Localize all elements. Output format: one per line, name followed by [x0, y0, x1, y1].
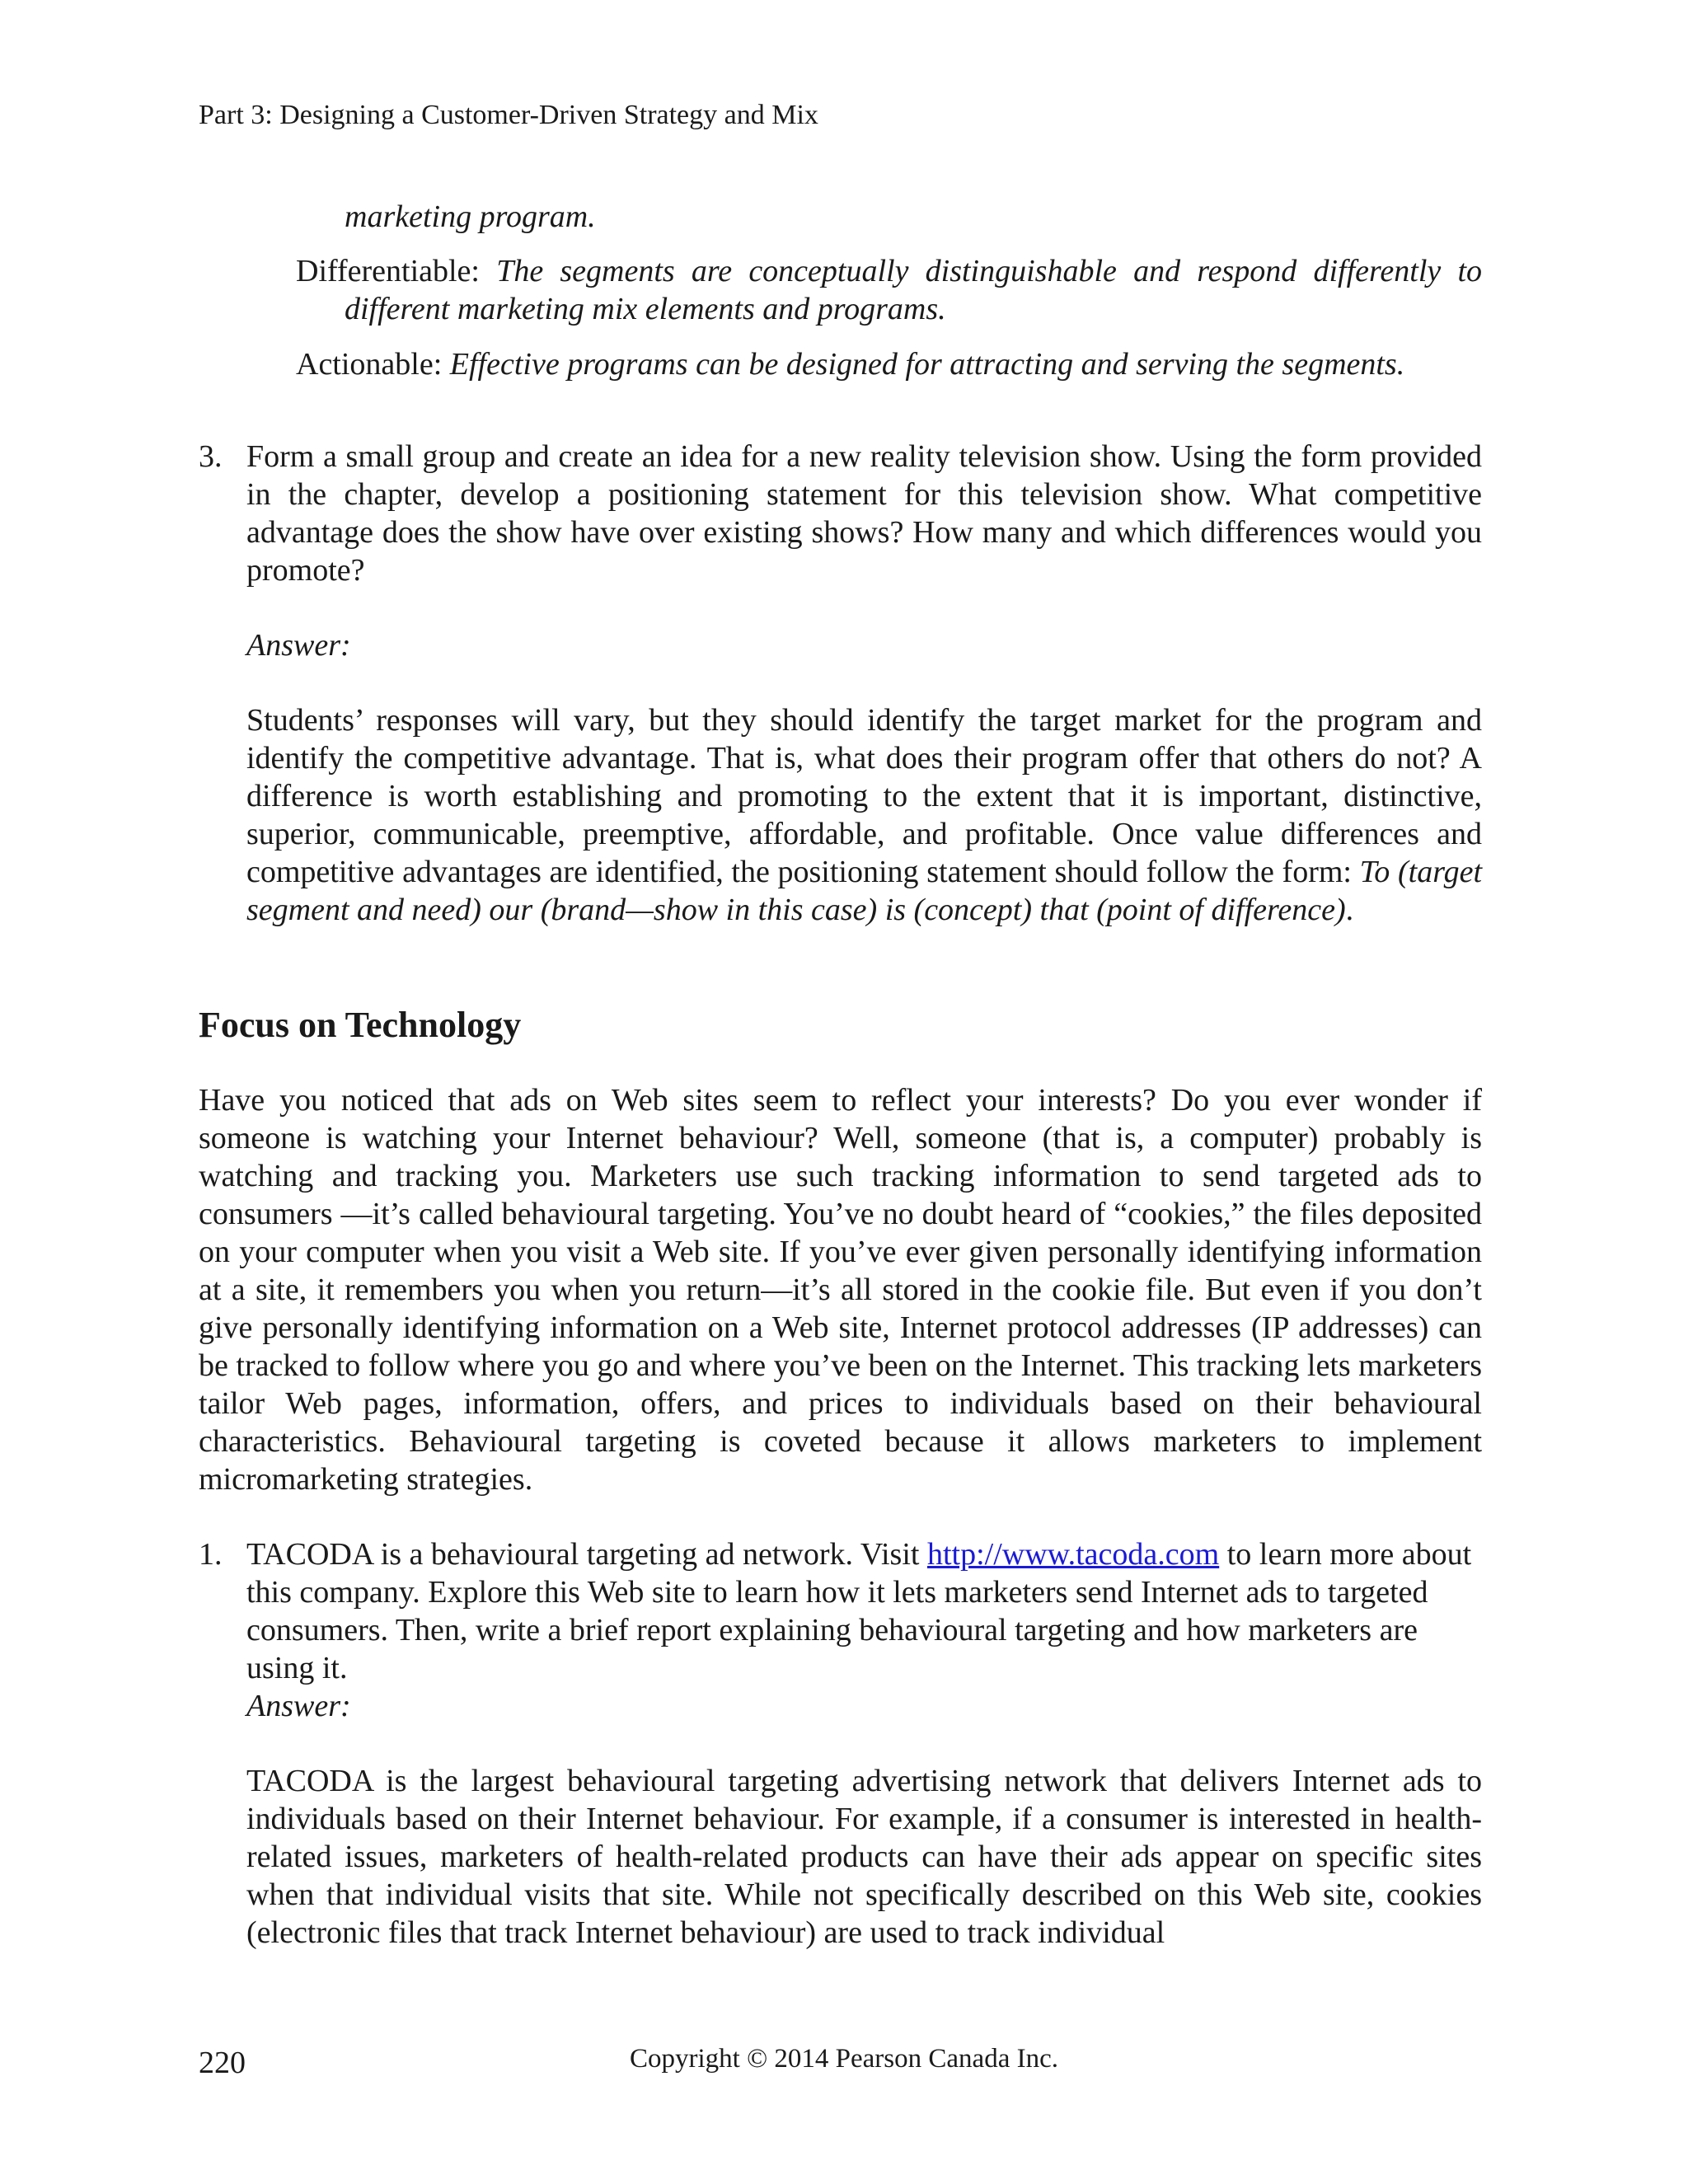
criterion-text: Effective programs can be designed for attracting and serving the segments.: [449, 347, 1405, 382]
question-number: 3.: [199, 439, 223, 474]
answer-label: Answer:: [246, 628, 351, 663]
section-heading: Focus on Technology: [199, 1005, 522, 1045]
tacoda-link[interactable]: http://www.tacoda.com: [926, 1537, 1220, 1572]
answer-end: .: [1345, 893, 1354, 927]
answer-label: Answer:: [246, 1689, 351, 1723]
criterion-differentiable: [296, 252, 1482, 328]
question-text: [246, 1535, 1482, 1687]
question-text-before: TACODA is a behavioural targeting ad network. Visit: [246, 1537, 927, 1572]
question-number: 1.: [199, 1537, 223, 1572]
answer-text: [246, 701, 1482, 929]
criterion-label: Differentiable:: [296, 254, 480, 288]
positioning-formula: To (target segment and need) our (brand—show in this case) is (concept) that (point of difference): [246, 855, 1482, 927]
answer-text: TACODA is the largest behavioural targeting advertising network that delivers Internet ads to individuals based on their Internet behaviour. For example, if a consumer is interested in health-related issues, marketers of health-related products can have their ads appear on specific sites when that individual visits that site. While not specifically described on this Web site, cookies (electronic files that track Internet behaviour) are used to track individual: [246, 1764, 1482, 1950]
criteria-continuation: marketing program.: [345, 199, 596, 234]
running-head: Part 3: Designing a Customer-Driven Strategy and Mix: [199, 100, 818, 130]
criterion-label: Actionable:: [296, 347, 443, 382]
question-text-after: to learn more about this company. Explore this Web site to learn how it lets marketers send Internet ads to targeted consumers. Then, write a brief report explaining behavioural targeting and how marketers are using it.: [246, 1537, 1472, 1685]
question-text: Form a small group and create an idea for a new reality television show. Using the form provided in the chapter, develop a positioning statement for this television show. What competitive advantage does the show have over existing shows? How many and which differences would you promote?: [246, 439, 1482, 588]
section-intro: Have you noticed that ads on Web sites seem to reflect your interests? Do you ever wonder if someone is watching your Internet behaviour? Well, someone (that is, a computer) probably is watching and tracking you. Marketers use such tracking information to send targeted ads to consumers —it’s called behavioural targeting. You’ve no doubt heard of “cookies,” the files deposited on your computer when you visit a Web site. If you’ve ever given personally identifying information at a site, it remembers you when you return—it’s all stored in the cookie file. But even if you don’t give personally identifying information on a Web site, Internet protocol addresses (IP addresses) can be tracked to follow where you go and where you’ve been on the Internet. This tracking lets marketers tailor Web pages, information, offers, and prices to individuals based on their behavioural characteristics. Behavioural targeting is coveted because it allows marketers to implement micromarketing strategies.: [199, 1083, 1482, 1497]
copyright: Copyright © 2014 Pearson Canada Inc.: [630, 2044, 1058, 2074]
criterion-text: The segments are conceptually distinguishable and respond differently to different marketing mix elements and programs.: [345, 254, 1483, 326]
page-number: 220: [199, 2046, 246, 2080]
answer-body: Students’ responses will vary, but they should identify the target market for the program and identify the competitive advantage. That is, what does their program offer that others do not? A difference is worth establishing and promoting to the extent that it is important, distinctive, superior, communicable, preemptive, affordable, and profitable. Once value differences and competitive advantages are identified, the positioning statement should follow the form:: [246, 703, 1482, 889]
criterion-actionable: [296, 345, 1499, 383]
